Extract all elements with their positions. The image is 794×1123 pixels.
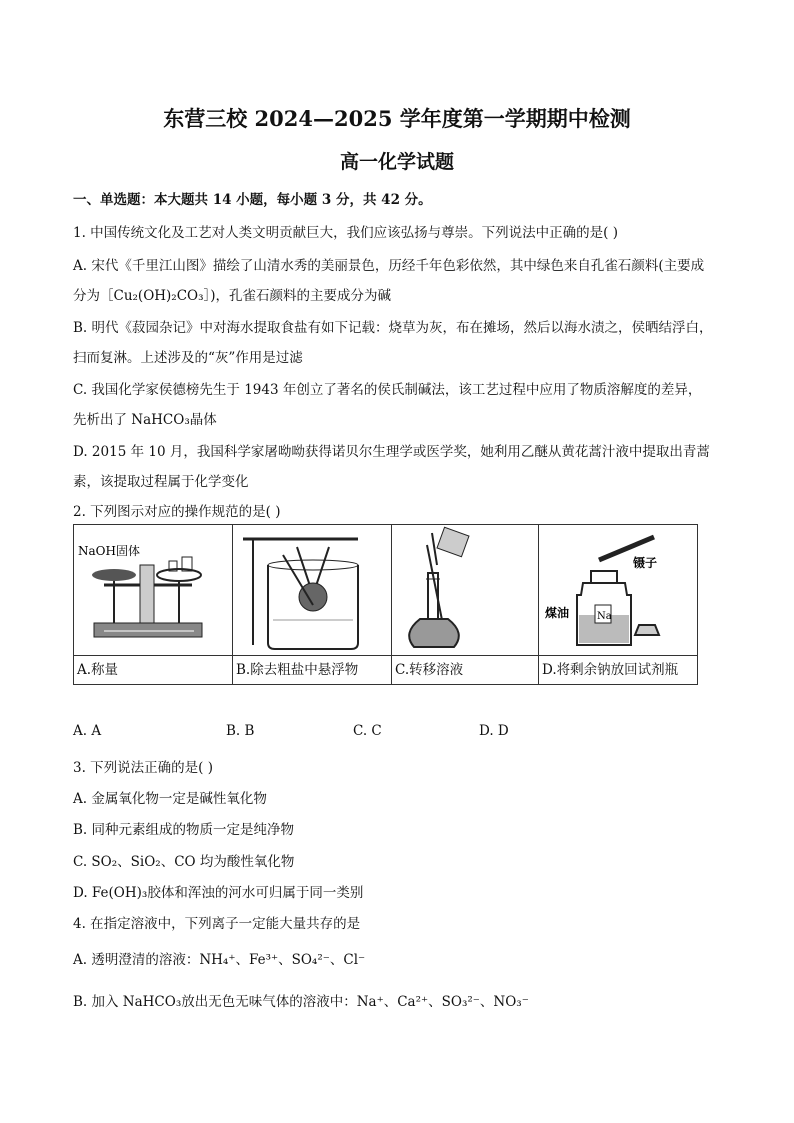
q1-option-b-line2: 扫而复淋。上述涉及的“灰”作用是过滤 [73, 350, 303, 366]
q2-figure-table [73, 524, 698, 685]
q2-option-d: D. D [479, 723, 509, 739]
q1-option-a-line2: 分为［Cu₂(OH)₂CO₃］)，孔雀石颜料的主要成分为碱 [73, 288, 392, 304]
q3-stem: 3. 下列说法正确的是( ) [73, 760, 213, 776]
q1-option-d-line2: 素，该提取过程属于化学变化 [73, 474, 249, 490]
q1-option-b-line1: B. 明代《菽园杂记》中对海水提取食盐有如下记载：烧草为灰，布在摊场，然后以海水渍之，侯晒结浮白， [73, 320, 713, 336]
q1-option-c-line2: 先析出了 NaHCO₃晶体 [73, 412, 217, 428]
na-label: Na [597, 611, 612, 622]
q2-option-c: C. C [353, 723, 382, 739]
q1-stem: 1. 中国传统文化及工艺对人类文明贡献巨大，我们应该弘扬与尊崇。下列说法中正确的是( ) [73, 225, 618, 241]
q4-option-b: B. 加入 NaHCO₃放出无色无味气体的溶液中：Na⁺、Ca²⁺、SO₃²⁻、NO₃⁻ [73, 994, 529, 1010]
q2-stem: 2. 下列图示对应的操作规范的是( ) [73, 504, 281, 520]
q1-option-d-line1: D. 2015 年 10 月，我国科学家屠呦呦获得诺贝尔生理学或医学奖，她利用乙醚从黄花蒿汁液中提取出青蒿 [73, 444, 710, 460]
figure-c-transfer [392, 525, 539, 656]
q4-option-a: A. 透明澄清的溶液：NH₄⁺、Fe³⁺、SO₄²⁻、Cl⁻ [73, 952, 366, 968]
section-heading: 一、单选题：本大题共 14 小题，每小题 3 分，共 42 分。 [73, 192, 432, 208]
caption-d: D.将剩余钠放回试剂瓶 [539, 656, 698, 685]
q3-option-d: D. Fe(OH)₃胶体和浑浊的河水可归属于同一类别 [73, 885, 364, 901]
q2-option-a: A. A [73, 723, 102, 739]
figure-b-filtration [233, 525, 392, 656]
q3-option-a: A. 金属氧化物一定是碱性氧化物 [73, 791, 267, 807]
kerosene-label: 煤油 [545, 606, 570, 620]
q3-option-b: B. 同种元素组成的物质一定是纯净物 [73, 822, 295, 838]
exam-subtitle: 高一化学试题 [339, 151, 454, 173]
caption-a: A.称量 [74, 656, 233, 685]
q1-option-a-line1: A. 宋代《千里江山图》描绘了山清水秀的美丽景色，历经千年色彩依然，其中绿色来自孔雀石颜料(主要成 [73, 258, 705, 274]
figure-d-sodium-bottle [539, 525, 698, 656]
caption-b: B.除去粗盐中悬浮物 [233, 656, 392, 685]
q1-option-c-line1: C. 我国化学家侯德榜先生于 1943 年创立了著名的侯氏制碱法，该工艺过程中应用了物质溶解度的差异， [73, 382, 702, 398]
q4-stem: 4. 在指定溶液中，下列离子一定能大量共存的是 [73, 916, 361, 932]
exam-title: 东营三校 2024—2025 学年度第一学期期中检测 [163, 106, 631, 131]
q3-option-c: C. SO₂、SiO₂、CO 均为酸性氧化物 [73, 854, 295, 870]
tweezers-label: 镊子 [633, 556, 658, 570]
figure-a-balance [74, 525, 233, 656]
naoh-label: NaOH固体 [78, 544, 140, 558]
q2-option-b: B. B [226, 723, 255, 739]
caption-c: C.转移溶液 [392, 656, 539, 685]
